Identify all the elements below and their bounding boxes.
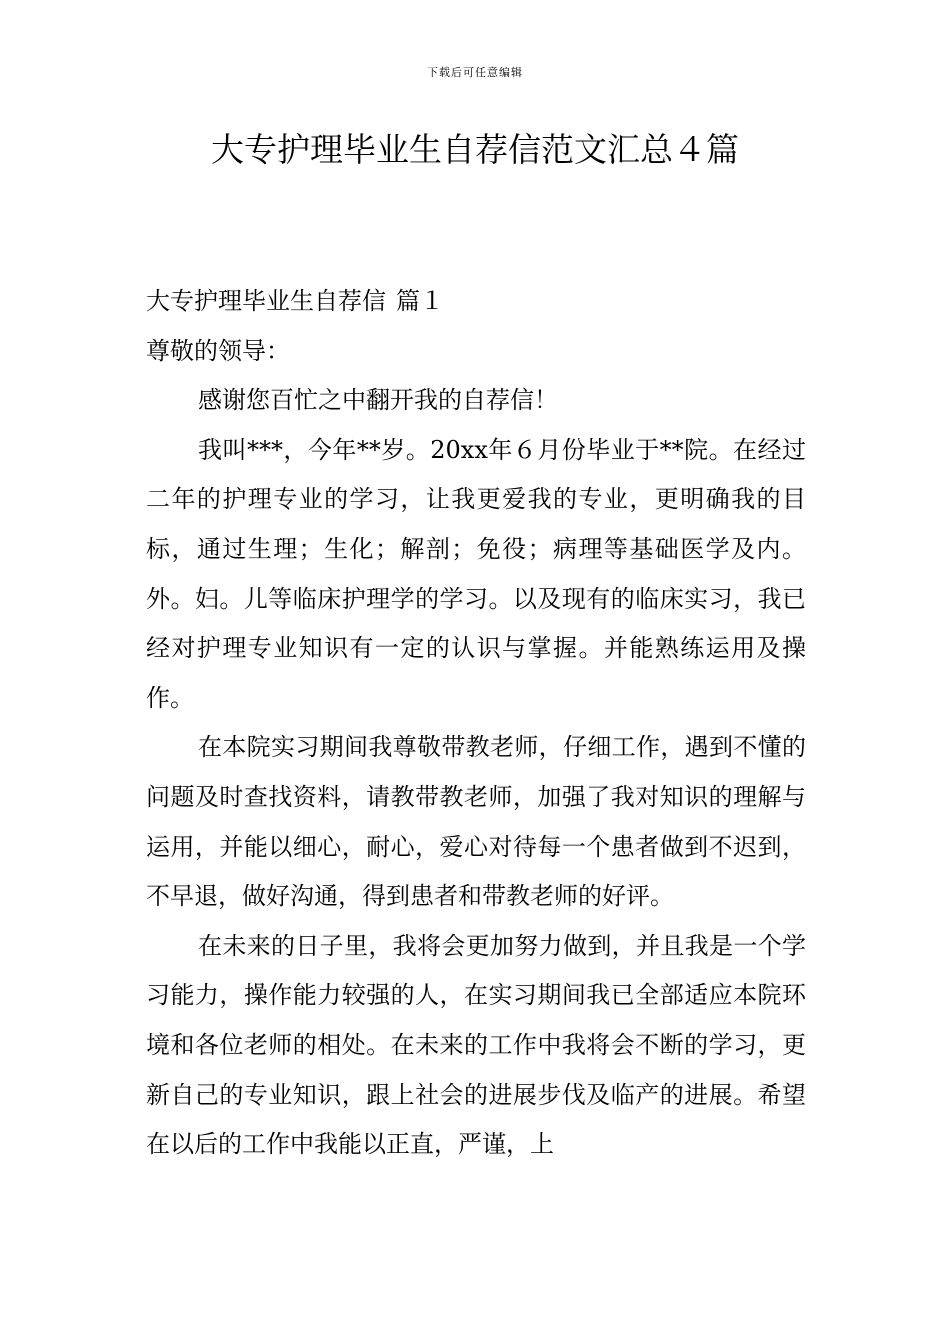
document-body — [146, 277, 806, 1170]
paragraph-internship: 在本院实习期间我尊敬带教老师，仔细工作，遇到不懂的问题及时查找资料，请教带教老师，加强了我对知识的理解与运用，并能以细心，耐心，爱心对待每一个患者做到不迟到，不早退，做好沟通，得到患者和带教老师的好评。 — [146, 733, 806, 911]
section-heading — [146, 277, 806, 327]
paragraph-thanks: 感谢您百忙之中翻开我的自荐信！ — [198, 386, 558, 415]
document-title: 大专护理毕业生自荐信范文汇总４篇 — [211, 130, 739, 169]
paragraph-introduction: 我叫***，今年**岁。20xx年６月份毕业于**院。在经过二年的护理专业的学习，让我更爱我的专业，更明确我的目标，通过生理；生化；解剖；免役；病理等基础医学及内。外。妇。儿等临床护理学的学习。以及现有的临床实习，我已经对护理专业知识有一定的认识与掌握。并能熟练运用及操作。 — [146, 435, 806, 712]
section-heading-number: 篇１ — [396, 287, 444, 315]
header-note: 下载后可任意编辑 — [427, 66, 523, 79]
salutation: 尊敬的领导： — [146, 336, 290, 365]
paragraph-future: 在未来的日子里，我将会更加努力做到，并且我是一个学习能力，操作能力较强的人，在实习期间我已全部适应本院环境和各位老师的相处。在未来的工作中我将会不断的学习，更新自己的专业知识，跟上社会的进展步伐及临产的进展。希望在以后的工作中我能以正直，严谨，上 — [146, 931, 806, 1159]
section-heading-label: 大专护理毕业生自荐信 — [146, 287, 386, 315]
